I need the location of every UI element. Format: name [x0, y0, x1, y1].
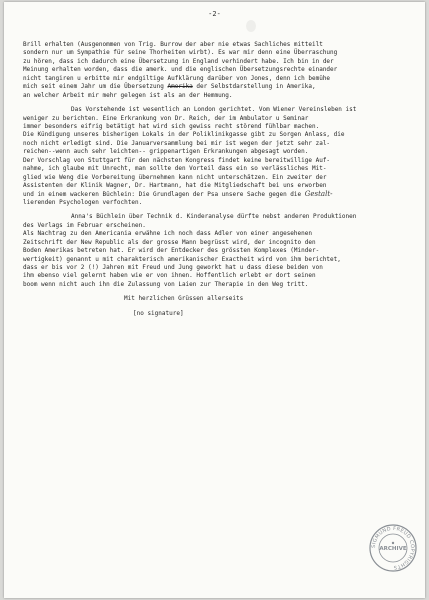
paragraph-3 [23, 213, 415, 230]
text-line: glied wie Weng die Vorbereitung übernehmen kann nicht unterschätzen. Ein zweiter der [23, 173, 327, 181]
text-line: Die Kündigung unseres bisherigen Lokals in der Poliklinikgasse gibt zu Sorgen Anlass, die [23, 131, 345, 139]
line-text-with-handwriting: und in einem wackeren Büchlein: Die Grundlagen der Psa unsere Sache gegen die Gestalt- [23, 190, 333, 199]
line-text-with-strike: mich seit einem Jahr um die Übersetzung Amerika der Selbstdarstellung in Amerika, [23, 83, 316, 91]
text-line: Boden Amerikas betreten hat. Er wird der Entdecker des grössten Komplexes (Minder- [23, 247, 320, 255]
page-number: -2- [208, 10, 221, 18]
text-line: Meinung erhalten worden, dass die amerk. und die englischen Übersetzungsrechte einander [23, 66, 338, 74]
text-line: lierenden Psychologen verfochten. [23, 198, 143, 206]
text-line: Als Nachtrag zu den Americania erwähne ich noch dass Adler von einer angesehenen [23, 230, 312, 238]
ink-smudge [246, 20, 256, 32]
text-line: ihm ebenso viel gelernt haben wie er von ihnen. Hoffentlich erlebt er dort seinen [23, 272, 316, 280]
text-line: noch nicht erledigt sind. Die Januarversammlung bei mir ist wegen der jetzt sehr zal- [23, 139, 331, 147]
text-line [23, 190, 415, 198]
text-line: wertigkeit) genannt u mit charakterisch amerikanischer Exactheit wird von ihm berichtet, [23, 255, 341, 263]
text-line: dass er bis vor 2 (!) Jahren mit Freud und Jung geworkt hat u dass diese beiden von [23, 263, 323, 271]
text-line [23, 83, 415, 91]
signature-placeholder: [no signature] [133, 309, 184, 317]
struck-word: Amerika [167, 83, 193, 91]
paragraph-4 [23, 230, 415, 289]
handwritten-note: Gestalt- [304, 190, 333, 199]
text-line: an welcher Arbeit mir mehr gelegen ist als an der Hemmung. [23, 91, 233, 99]
text-line: des Verlags im Februar erscheinen. [23, 221, 146, 229]
stamp-dot [392, 542, 394, 544]
text-line: zu hören, dass ich dadurch eine Übersetzung in England verhindert habe. Ich bin in der [23, 57, 334, 65]
text-line: weniger zu berichten. Eine Erkrankung von Dr. Reich, der im Ambulator u Seminar [23, 114, 309, 122]
stamp-center-text: ARCHIVE [379, 546, 407, 552]
archive-stamp [368, 523, 418, 573]
paragraph-1 [23, 41, 415, 100]
text-line: nicht tangiren u erbitte mir endgiltige Aufklärung darüber von Jones, denn ich bemühe [23, 74, 331, 82]
document-page [4, 2, 425, 598]
text-line: Der Vorschlag von Stuttgart für den nächsten Kongress findet keine bereitwillige Auf- [23, 156, 331, 164]
text-line: Assistenten der Klinik Wagner, Dr. Hartmann, hat die Mitgliedschaft bei uns erworben [23, 182, 327, 189]
text-line: boom wenn nicht auch ihn die Zulassung von Laien zur Therapie in den Weg tritt. [23, 280, 309, 288]
stamp-outer-text: SIGMUND FREUD COPYRIGHTS [370, 525, 416, 571]
letter-body [23, 41, 415, 318]
text-line: Das Vorstehende ist wesentlich an London gerichtet. Vom Wiener Vereinsleben ist [71, 106, 357, 114]
text-line: immer besonders eifrig betätigt hat wird sich gewiss recht störend fühlbar machen. [23, 122, 320, 130]
paragraph-2 [23, 106, 415, 207]
text-line: reichen--wenn auch sehr leichten-- grippenartigen Erkrankungen abgesagt worden. [23, 148, 309, 156]
text-line: Zeitschrift der New Republic als der grosse Mann begrüsst wird, der incognito den [23, 238, 316, 246]
text-line: sondern nur um Sympathie für seine Thorheiten wirbt). Es war mir denn eine Überraschung [23, 49, 338, 57]
text-line: Brill erhalten (Ausgenommen von Trig. Burrow der aber nie etwas Sachliches mitteilt [23, 41, 323, 48]
text-line: Anna's Büchlein über Technik d. Kinderanalyse dürfte nebst anderen Produktionen [71, 213, 357, 221]
text-line: nahme, ich glaube mit Unrecht, man sollte den Vorteil dass ein so verlässliches Mit- [23, 165, 327, 173]
closing-line: Mit herzlichen Grüssen allerseits [124, 295, 244, 303]
